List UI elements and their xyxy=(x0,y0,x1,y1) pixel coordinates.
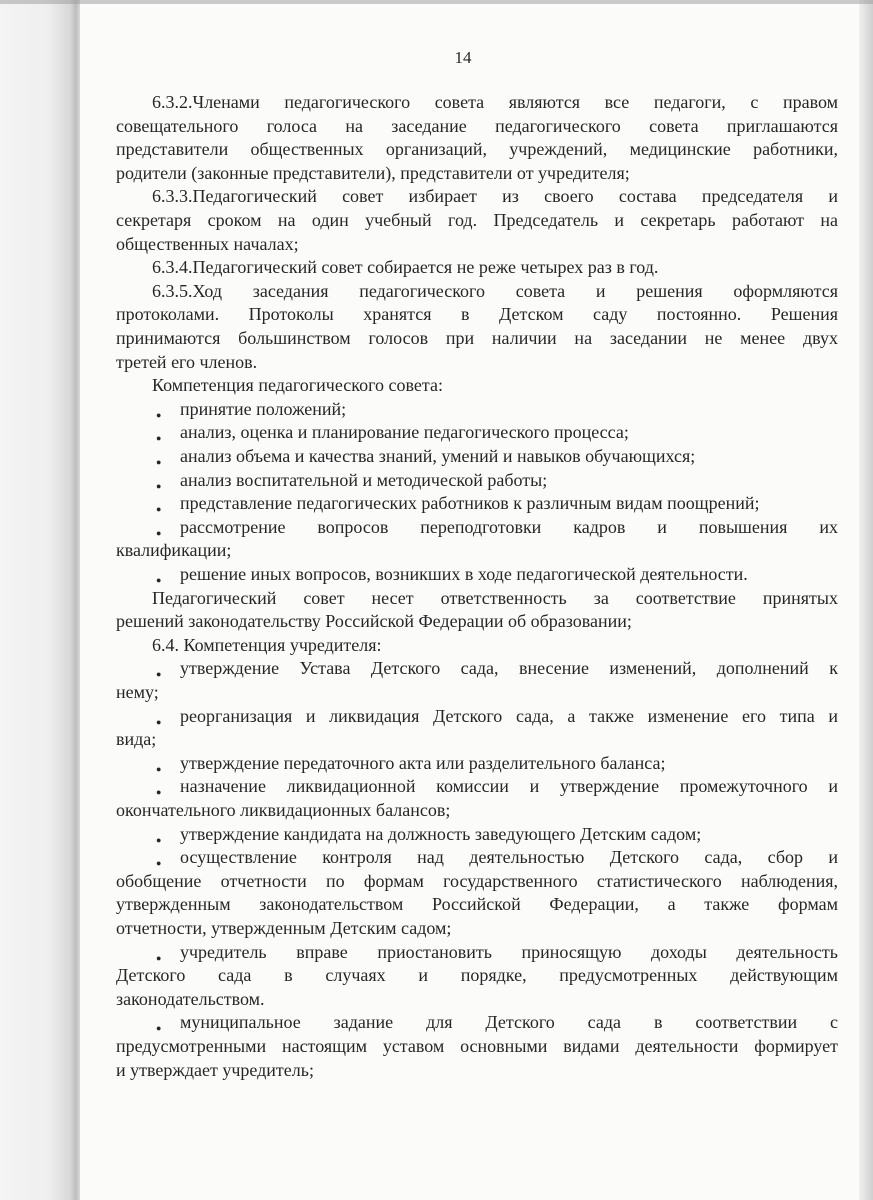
list-item-line xyxy=(116,539,838,561)
bullet-icon: ● xyxy=(156,669,162,680)
list-item-line xyxy=(156,752,838,774)
line-text: решений законодательству Российской Федерации об образовании; xyxy=(116,611,632,632)
line-text: муниципальное задание для Детского сада в соответствии с xyxy=(180,1012,838,1033)
line-text: третей его членов. xyxy=(116,351,258,372)
bullet-icon: ● xyxy=(156,787,162,798)
line-text: принимаются большинством голосов при наличии на заседании не менее двух xyxy=(116,328,838,348)
line-text: утверждение передаточного акта или разделительного баланса; xyxy=(180,752,666,773)
line-text: 6.4. Компетенция учредителя: xyxy=(152,634,382,655)
list-item-line xyxy=(116,964,838,986)
list-item-line xyxy=(116,1035,838,1057)
line-text: и утверждает учредитель; xyxy=(116,1059,314,1080)
list-item-line xyxy=(156,445,838,467)
line-text: 6.3.4.Педагогический совет собирается не реже четырех раз в год. xyxy=(152,257,659,278)
list-item-line xyxy=(116,917,838,939)
page-number: 14 xyxy=(454,48,472,67)
line-text: 6.3.5.Ход заседания педагогического совета и решения оформляются xyxy=(152,280,838,301)
bullet-icon: ● xyxy=(156,480,162,491)
paragraph-line xyxy=(152,634,838,656)
bullet-icon: ● xyxy=(156,952,162,963)
bullet-icon: ● xyxy=(156,575,162,585)
bullet-icon: ● xyxy=(156,716,162,727)
paragraph-line xyxy=(152,185,838,207)
bullet-icon: ● xyxy=(156,763,162,774)
line-text: представление педагогических работников к различным видам поощрений; xyxy=(180,493,760,514)
paragraph-line xyxy=(152,374,838,396)
paragraph-line xyxy=(116,303,838,325)
line-text: анализ объема и качества знаний, умений и навыков обучающихся; xyxy=(180,446,696,466)
line-text: анализ воспитательной и методической работы; xyxy=(180,469,548,490)
list-item-line xyxy=(156,846,838,869)
list-item-line xyxy=(156,492,838,515)
list-item-line xyxy=(116,1059,838,1081)
page-edge xyxy=(859,0,873,1200)
line-text: анализ, оценка и планирование педагогического процесса; xyxy=(180,422,629,443)
list-item-line xyxy=(116,681,838,703)
line-text: утверждение кандидата на должность заведующего Детским садом; xyxy=(180,823,702,844)
line-text: реорганизация и ликвидация Детского сада, а также изменение его типа и xyxy=(180,705,838,726)
bullet-icon: ● xyxy=(156,504,162,515)
bullet-icon: ● xyxy=(156,433,162,444)
binding-shadow xyxy=(0,0,80,1200)
line-text: учредитель вправе приостановить приносящую доходы деятельность xyxy=(180,941,838,962)
line-text: предусмотренными настоящим уставом основными видами деятельности формирует xyxy=(116,1036,838,1056)
paragraph-line xyxy=(116,209,838,231)
line-text: утвержденным законодательством Российской Федерации, а также формам xyxy=(116,894,838,915)
line-text: законодательством. xyxy=(116,988,265,1009)
list-item-line xyxy=(156,775,838,798)
list-item-line xyxy=(156,657,838,680)
line-text: протоколами. Протоколы хранятся в Детском саду постоянно. Решения xyxy=(116,304,838,325)
list-item-line xyxy=(156,398,838,420)
paragraph-line xyxy=(116,327,838,349)
line-text: Детского сада в случаях и порядке, предусмотренных действующим xyxy=(116,965,838,986)
line-text: общественных началах; xyxy=(116,233,299,254)
bullet-icon: ● xyxy=(156,409,162,420)
list-item-line xyxy=(156,941,838,963)
paragraph-line xyxy=(116,610,838,632)
line-text: рассмотрение вопросов переподготовки кадров и повышения их xyxy=(180,516,838,537)
paragraph-line xyxy=(116,351,838,373)
bullet-icon: ● xyxy=(156,527,162,538)
paragraph-line xyxy=(152,587,838,609)
line-text: назначение ликвидационной комиссии и утверждение промежуточного и xyxy=(180,776,838,797)
list-item-line xyxy=(156,421,838,444)
line-text: секретаря сроком на один учебный год. Председатель и секретарь работают на xyxy=(116,210,838,230)
list-item-line xyxy=(116,799,838,821)
list-item-line xyxy=(156,823,838,845)
line-text: родители (законные представители), представители от учредителя; xyxy=(116,162,630,183)
paragraph-line xyxy=(152,91,838,113)
line-text: отчетности, утвержденным Детским садом; xyxy=(116,918,452,938)
paragraph-line xyxy=(116,233,838,255)
line-text: утверждение Устава Детского сада, внесение изменений, дополнений к xyxy=(180,658,838,679)
line-text: обобщение отчетности по формам государственного статистического наблюдения, xyxy=(116,870,838,891)
list-item-line xyxy=(156,705,838,727)
line-text: 6.3.2.Членами педагогического совета являются все педагоги, с правом xyxy=(152,92,838,112)
bullet-icon: ● xyxy=(156,457,162,467)
line-text: Педагогический совет несет ответственность за соответствие принятых xyxy=(152,587,838,608)
line-text: совещательного голоса на заседание педагогического совета приглашаются xyxy=(116,115,838,136)
line-text: принятие положений; xyxy=(180,398,347,419)
list-item-line xyxy=(116,870,838,892)
list-item-line xyxy=(156,469,838,491)
bullet-icon: ● xyxy=(156,834,162,845)
line-text: квалификации; xyxy=(116,540,232,561)
paragraph-line xyxy=(116,138,838,160)
line-text: представители общественных организаций, учреждений, медицинские работники, xyxy=(116,139,838,160)
list-item-line xyxy=(156,516,838,538)
paragraph-line xyxy=(152,256,838,278)
line-text: окончательного ликвидационных балансов; xyxy=(116,800,451,820)
line-text: нему; xyxy=(116,682,159,702)
line-text: Компетенция педагогического совета: xyxy=(152,375,443,396)
line-text: вида; xyxy=(116,729,157,750)
list-item-line xyxy=(116,728,838,750)
list-item-line xyxy=(116,893,838,915)
paragraph-line xyxy=(116,115,838,137)
list-item-line xyxy=(116,988,838,1010)
scan-edge xyxy=(0,0,873,4)
line-text: 6.3.3.Педагогический совет избирает из своего состава председателя и xyxy=(152,186,838,207)
list-item-line xyxy=(156,563,838,585)
paragraph-line xyxy=(116,162,838,184)
line-text: решение иных вопросов, возникших в ходе педагогической деятельности. xyxy=(180,564,748,584)
list-item-line xyxy=(156,1011,838,1034)
bullet-icon: ● xyxy=(156,1023,162,1034)
bullet-icon: ● xyxy=(156,858,162,869)
line-text: осуществление контроля над деятельностью Детского сада, сбор и xyxy=(180,847,838,868)
paragraph-line xyxy=(152,280,838,302)
